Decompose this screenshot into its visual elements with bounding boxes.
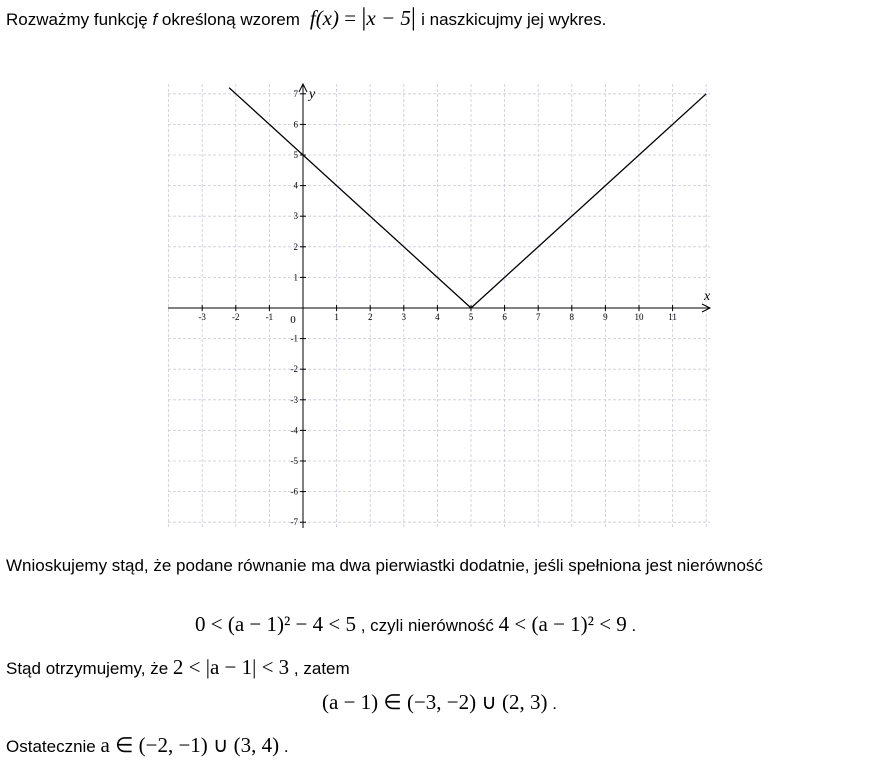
x-tick-label: -1 <box>265 312 274 322</box>
intro-before: Rozważmy funkcję <box>6 10 148 29</box>
conclusion-paragraph: Wnioskujemy stąd, że podane równanie ma dwa pierwiastki dodatnie, jeśli spełniona jest nierówność <box>6 556 763 575</box>
y-tick-label: -1 <box>290 333 298 344</box>
x-tick-label: 10 <box>634 312 644 322</box>
y-tick-label: -3 <box>290 394 298 405</box>
x-tick-label: 0 <box>290 314 296 326</box>
inequality-1: 0 < (a − 1)² − 4 < 5 <box>195 612 356 636</box>
x-tick-label: 11 <box>668 312 677 322</box>
x-tick-label: 6 <box>502 312 507 322</box>
x-axis-label: x <box>704 289 711 304</box>
function-line <box>229 88 706 308</box>
formula-abs: x − 5 <box>366 6 411 30</box>
intro-f: f <box>152 10 158 29</box>
inequality-3: 2 < |a − 1| < 3 <box>172 655 290 679</box>
y-tick-label: 2 <box>293 241 298 252</box>
y-tick-label: -4 <box>290 425 298 436</box>
y-tick-label: 1 <box>293 272 298 283</box>
y-tick-label: 4 <box>293 180 298 191</box>
intro-middle: określoną wzorem <box>161 10 300 29</box>
stad-text: Stąd otrzymujemy, że <box>6 659 169 678</box>
set-line-1 <box>322 690 557 715</box>
y-tick-label: 5 <box>293 150 298 160</box>
intro-formula: f(x) = |x − 5| <box>309 4 416 31</box>
formula-eq: = <box>344 6 357 30</box>
x-tick-label: 1 <box>334 312 339 322</box>
x-tick-label: 2 <box>367 312 373 322</box>
final-line <box>6 733 289 758</box>
intro-after: i naszkicujmy jej wykres. <box>421 10 607 29</box>
y-tick-label: -5 <box>290 456 298 466</box>
zatem-text: , zatem <box>293 659 350 678</box>
x-tick-label: 5 <box>468 312 474 322</box>
set-2: a ∈ (−2, −1) ∪ (3, 4) <box>100 733 280 757</box>
x-tick-label: 3 <box>401 312 407 322</box>
y-tick-label: 6 <box>293 119 298 130</box>
x-tick-label: -3 <box>198 312 206 322</box>
x-tick-label: -2 <box>232 312 240 322</box>
inequality-2: 4 < (a − 1)² < 9 <box>498 612 627 636</box>
y-tick-label: 7 <box>293 88 298 99</box>
inequality-line <box>195 612 636 637</box>
y-tick-label: -6 <box>290 486 298 497</box>
y-tick-label: -2 <box>290 364 298 375</box>
x-tick-label: 7 <box>535 312 541 322</box>
dot-2: . <box>552 694 557 713</box>
czyli-text: , czyli nierówność <box>360 616 494 635</box>
y-tick-label: -7 <box>290 517 298 528</box>
x-tick-label: 9 <box>603 312 608 322</box>
stad-line <box>6 655 350 680</box>
x-tick-label: 8 <box>569 312 575 322</box>
x-tick-label: 4 <box>435 312 440 322</box>
y-tick-label: 3 <box>293 211 298 222</box>
dot-3: . <box>283 737 289 756</box>
set-1: (a − 1) ∈ (−3, −2) ∪ (2, 3) <box>322 690 548 714</box>
formula-lhs: f(x) <box>309 6 340 30</box>
dot-1: . <box>631 616 637 635</box>
y-axis-label: y <box>309 87 316 102</box>
ostatecznie-text: Ostatecznie <box>6 737 96 756</box>
